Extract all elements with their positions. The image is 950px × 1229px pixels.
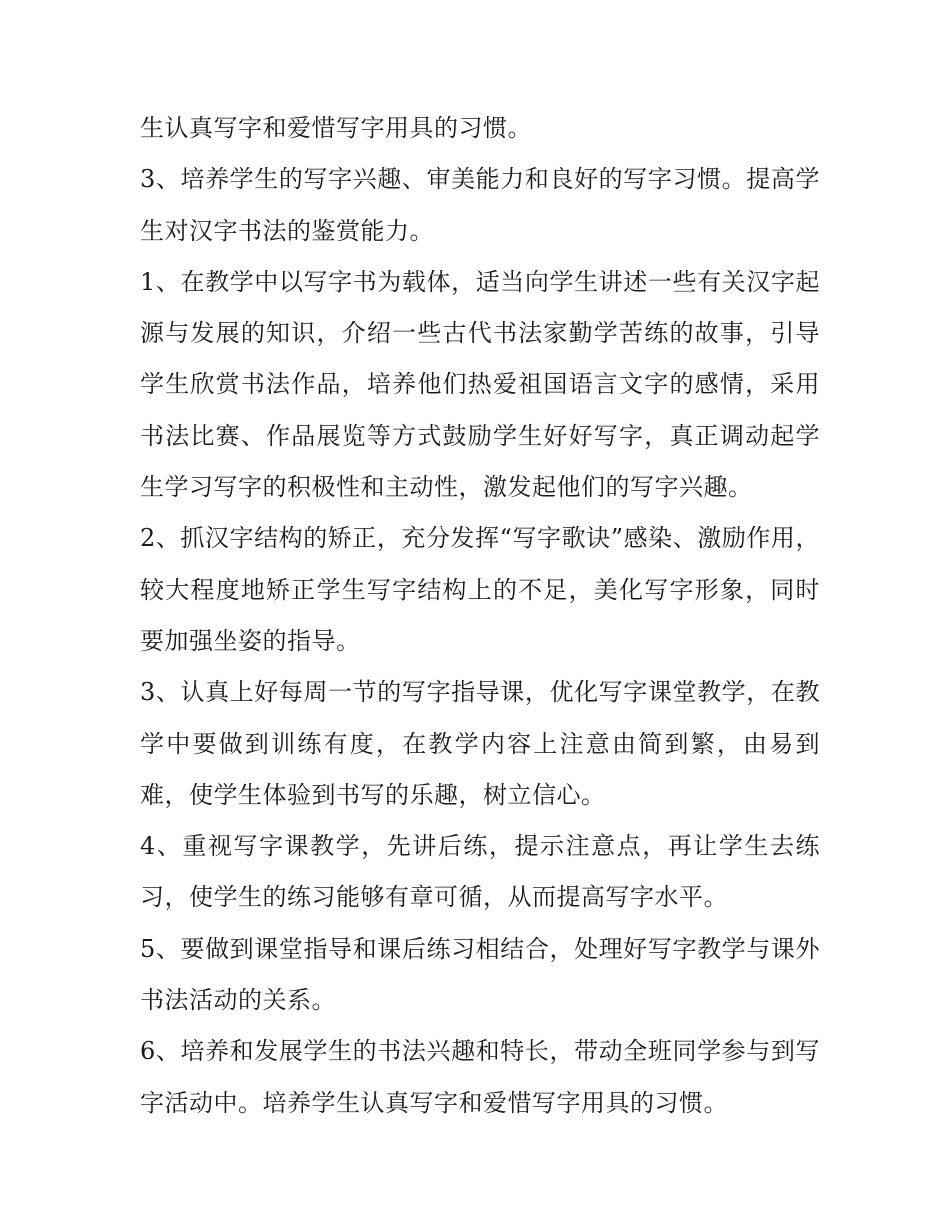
paragraph-measure-2: 2、抓汉字结构的矫正，充分发挥“写字歌诀”感染、激励作用，较大程度地矫正学生写字结构上的不足，美化写字形象，同时要加强坐姿的指导。 bbox=[140, 524, 820, 655]
paragraph-measure-4: 4、重视写字课教学，先讲后练，提示注意点，再让学生去练习，使学生的练习能够有章可循，从而提高写字水平。 bbox=[140, 832, 820, 912]
paragraph-continuation: 生认真写字和爱惜写字用具的习惯。 bbox=[140, 114, 532, 142]
paragraph-measure-1: 1、在教学中以写字书为载体，适当向学生讲述一些有关汉字起源与发展的知识，介绍一些古代书法家勤学苦练的故事，引导学生欣赏书法作品，培养他们热爱祖国语言文字的感情，采用书法比赛、作品展览等方式鼓励学生好好写字，真正调动起学生学习写字的积极性和主动性，激发起他们的写字兴趣。 bbox=[140, 267, 820, 502]
document-body bbox=[140, 103, 820, 1129]
paragraph-measure-6: 6、培养和发展学生的书法兴趣和特长，带动全班同学参与到写字活动中。培养学生认真写字和爱惜写字用具的习惯。 bbox=[140, 1037, 820, 1117]
paragraph-measure-5: 5、要做到课堂指导和课后练习相结合，处理好写字教学与课外书法活动的关系。 bbox=[140, 934, 820, 1015]
paragraph-goal-3: 3、培养学生的写字兴趣、审美能力和良好的写字习惯。提高学生对汉字书法的鉴赏能力。 bbox=[140, 165, 820, 245]
paragraph-measure-3: 3、认真上好每周一节的写字指导课，优化写字课堂教学，在教学中要做到训练有度，在教学内容上注意由简到繁，由易到难，使学生体验到书写的乐趣，树立信心。 bbox=[140, 678, 820, 809]
